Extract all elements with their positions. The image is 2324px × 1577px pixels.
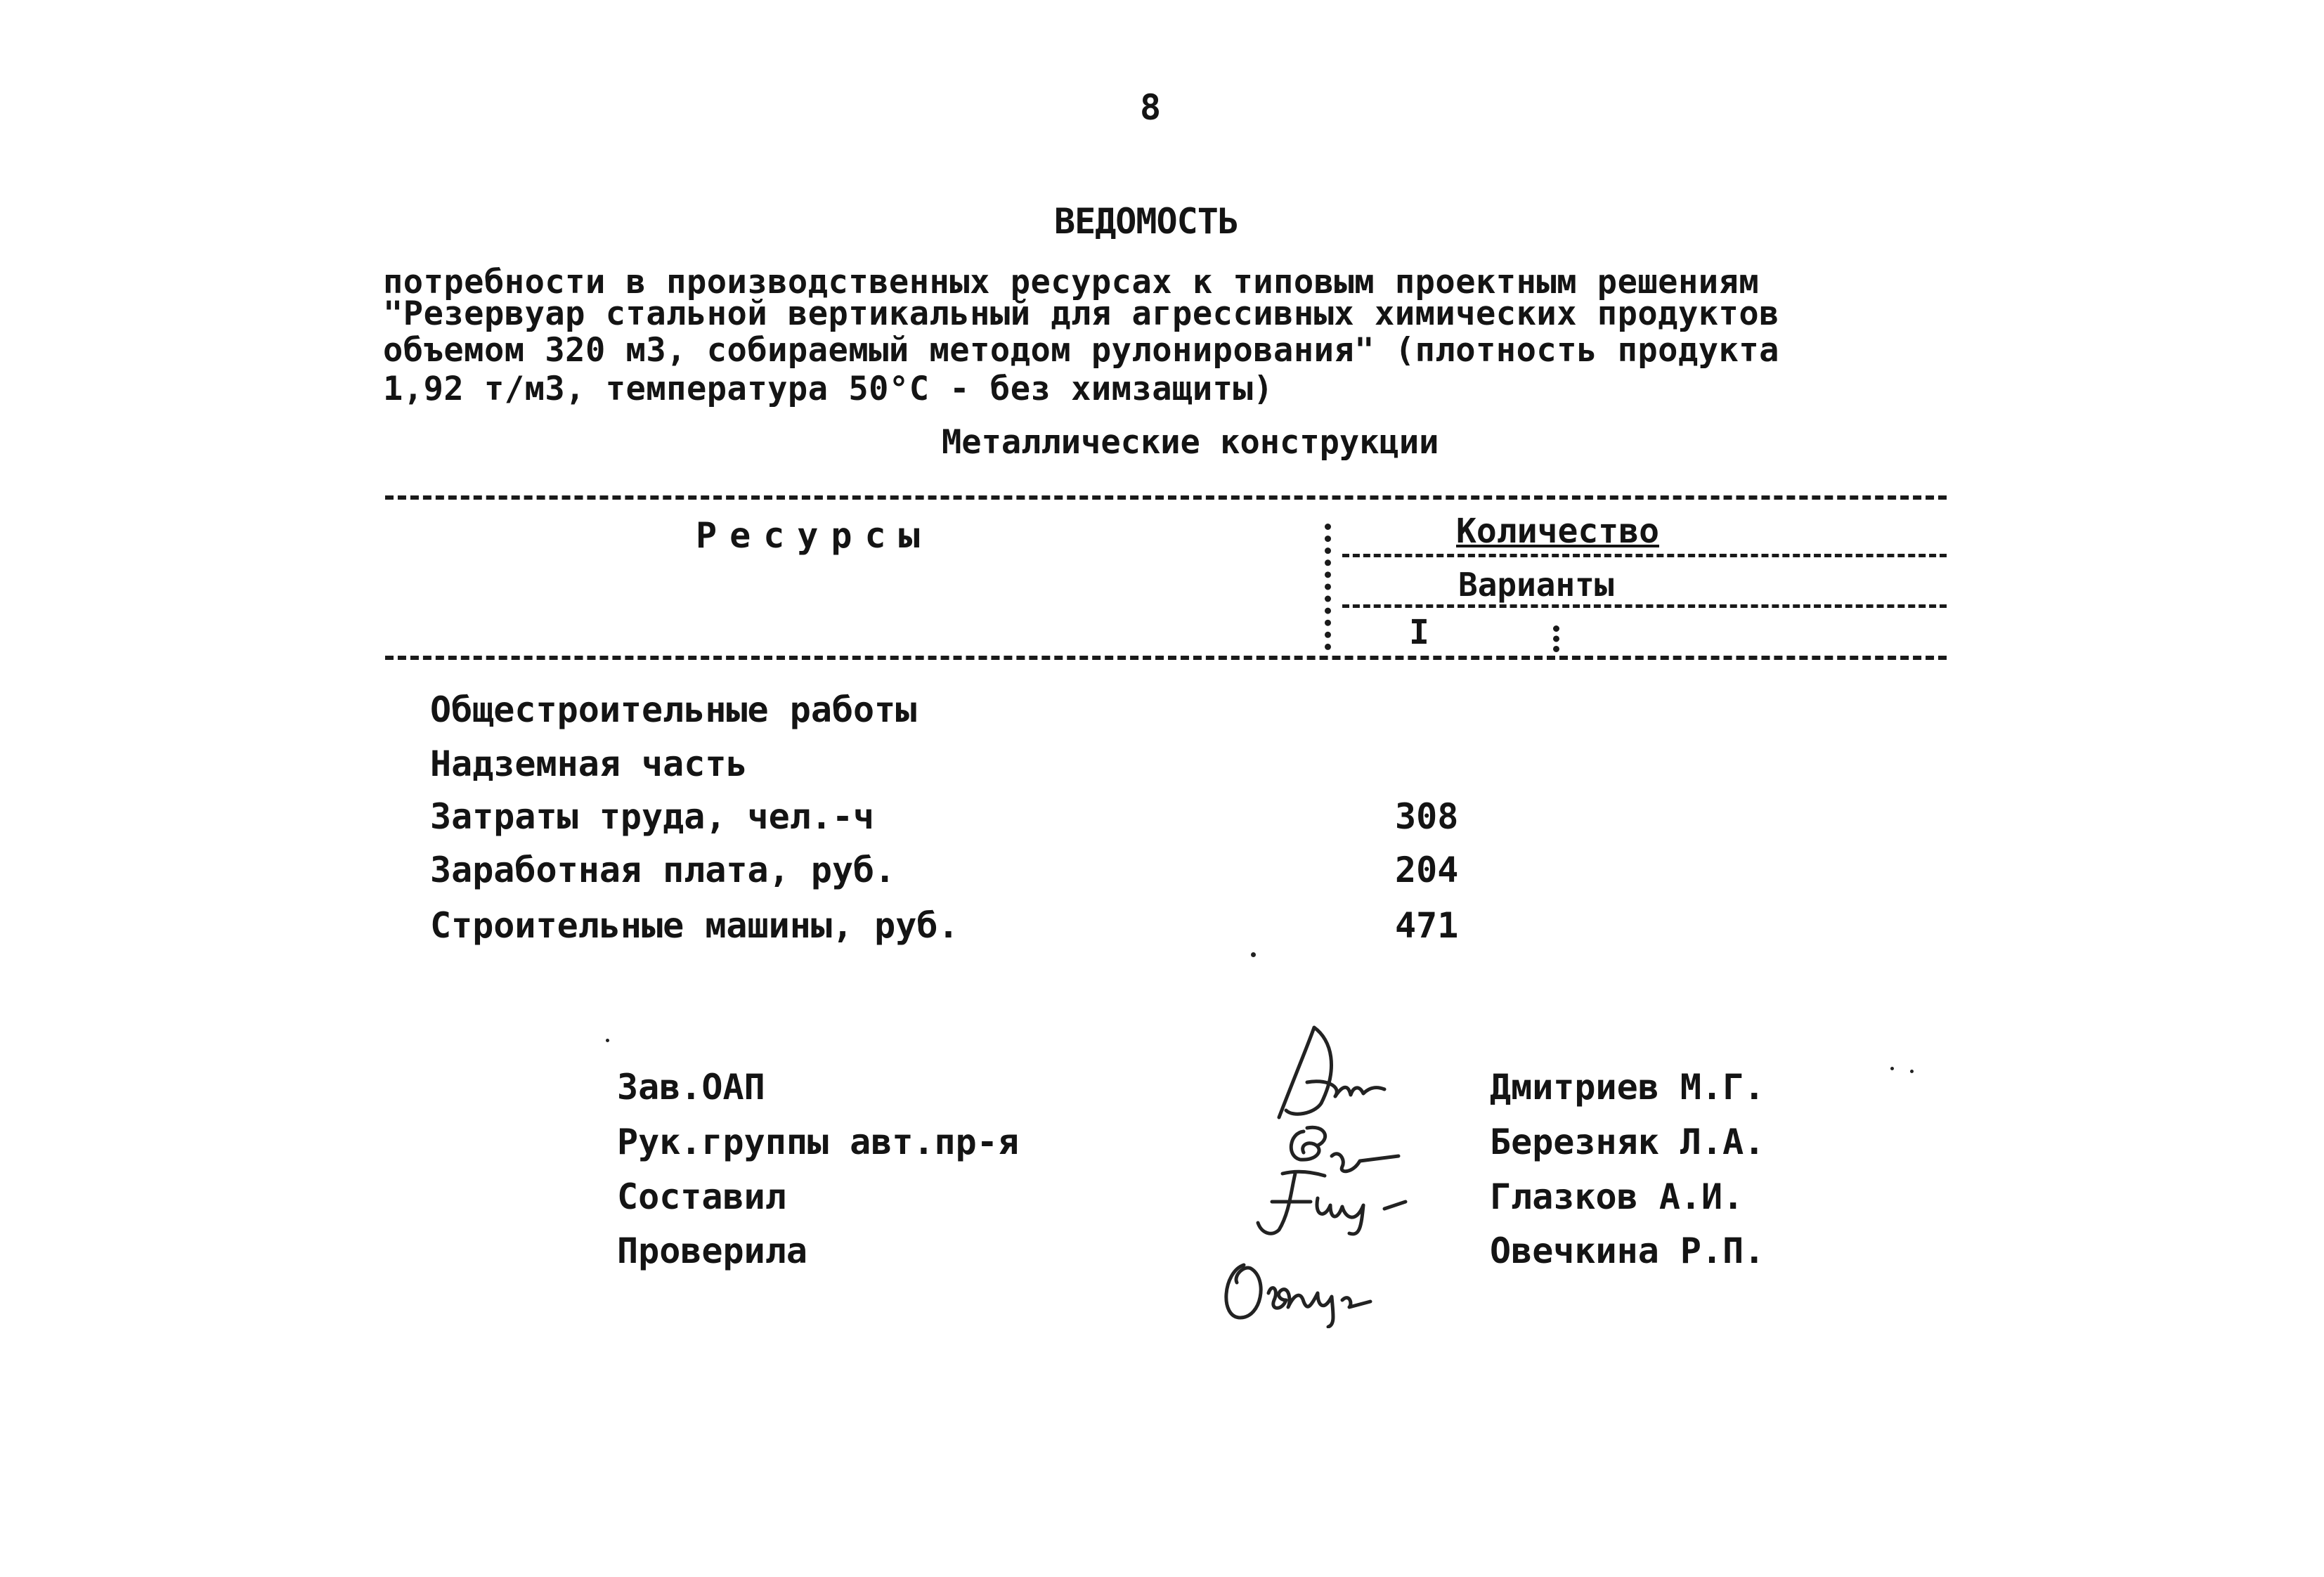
header-resources: Ресурсы bbox=[696, 515, 933, 556]
table-header-bottom-rule bbox=[385, 656, 1947, 660]
header-quantity-rule bbox=[1342, 554, 1947, 557]
handwritten-signature bbox=[1265, 1019, 1406, 1131]
table-row-label: Строительные машины, руб. bbox=[430, 905, 959, 946]
table-row-label: Общестроительные работы bbox=[430, 689, 917, 730]
table-row-label: Надземная часть bbox=[430, 744, 748, 784]
table-row-value: 308 bbox=[1395, 796, 1459, 837]
subtitle-line-3: объемом 320 м3, собираемый методом рулонирования" (плотность продукта bbox=[383, 331, 1779, 370]
signature-name: Глазков А.И. bbox=[1490, 1176, 1744, 1217]
handwritten-signature bbox=[1212, 1251, 1423, 1328]
scan-speck bbox=[1910, 1070, 1914, 1073]
handwritten-signature bbox=[1240, 1163, 1437, 1240]
signature-role: Рук.группы авт.пр-я bbox=[617, 1122, 1019, 1162]
header-variant-1: I bbox=[1409, 613, 1429, 652]
variant-separator bbox=[1553, 625, 1559, 652]
signature-role: Зав.ОАП bbox=[617, 1067, 765, 1108]
signature-name: Овечкина Р.П. bbox=[1490, 1231, 1765, 1271]
subtitle-line-2: "Резервуар стальной вертикальный для агрессивных химических продуктов bbox=[383, 294, 1779, 333]
subtitle-line-1: потребности в производственных ресурсах к типовым проектным решениям bbox=[383, 263, 1760, 301]
header-variants-rule bbox=[1342, 604, 1947, 608]
table-row-value: 204 bbox=[1395, 850, 1459, 890]
signature-role: Составил bbox=[617, 1176, 786, 1217]
column-separator bbox=[1325, 524, 1331, 650]
table-row-label: Затраты труда, чел.-ч bbox=[430, 796, 875, 837]
scan-speck bbox=[1251, 952, 1256, 957]
signature-name: Березняк Л.А. bbox=[1490, 1122, 1765, 1162]
scan-speck bbox=[1890, 1067, 1894, 1070]
subtitle-line-4: 1,92 т/м3, температура 50°С - без химзащиты) bbox=[383, 370, 1274, 408]
header-variants: Варианты bbox=[1458, 566, 1614, 604]
page-number: 8 bbox=[1140, 87, 1162, 128]
signature-role: Проверила bbox=[617, 1231, 807, 1271]
signature-name: Дмитриев М.Г. bbox=[1490, 1067, 1765, 1108]
table-row-value: 471 bbox=[1395, 905, 1459, 946]
table-row-label: Заработная плата, руб. bbox=[430, 850, 896, 890]
section-title: Металлические конструкции bbox=[942, 423, 1439, 462]
scan-speck bbox=[606, 1039, 609, 1042]
header-quantity: Количество bbox=[1456, 512, 1659, 551]
document-title: ВЕДОМОСТЬ bbox=[1054, 201, 1238, 242]
table-top-rule bbox=[385, 495, 1947, 500]
